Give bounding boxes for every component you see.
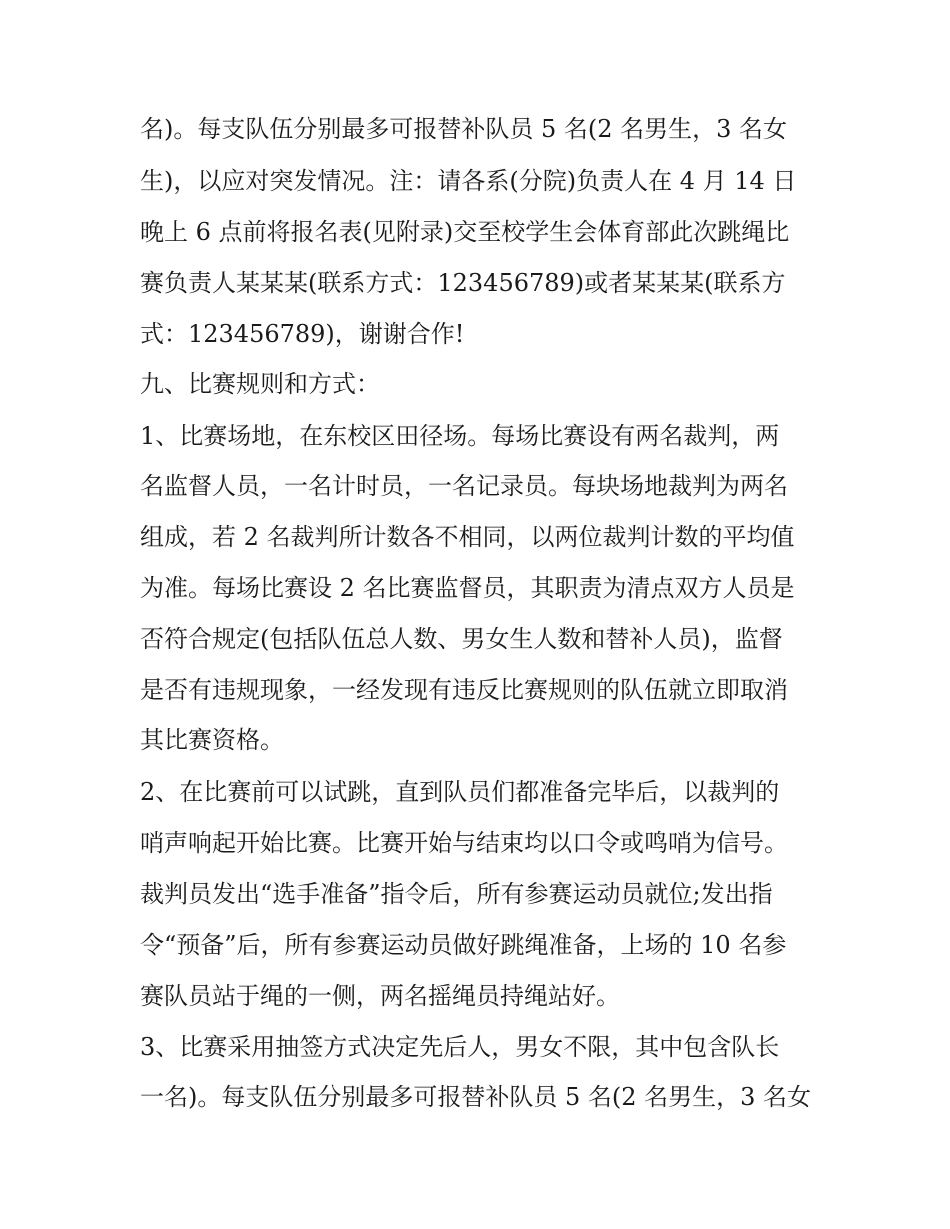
text-line: 否符合规定(包括队伍总人数、男女生人数和替补人员)，监督 — [140, 625, 783, 653]
text-line: 名)。每支队伍分别最多可报替补队员 5 名(2 名男生，3 名女 — [140, 115, 788, 143]
text-line: 3、比赛采用抽签方式决定先后人，男女不限，其中包含队长 — [140, 1033, 780, 1061]
section-heading: 九、比赛规则和方式： — [140, 370, 380, 398]
text-line: 一名)。每支队伍分别最多可报替补队员 5 名(2 名男生，3 名女 — [140, 1083, 812, 1111]
text-line: 式：123456789)，谢谢合作! — [140, 320, 465, 348]
text-line: 令“预备”后，所有参赛运动员做好跳绳准备，上场的 10 名参 — [140, 931, 787, 959]
text-line: 其比赛资格。 — [140, 726, 284, 754]
text-line: 为准。每场比赛设 2 名比赛监督员，其职责为清点双方人员是 — [140, 574, 795, 602]
text-line: 赛队员站于绳的一侧，两名摇绳员持绳站好。 — [140, 982, 620, 1010]
text-line: 组成，若 2 名裁判所计数各不相同，以两位裁判计数的平均值 — [140, 523, 795, 551]
text-line: 1、比赛场地，在东校区田径场。每场比赛设有两名裁判，两 — [140, 422, 780, 450]
text-line: 哨声响起开始比赛。比赛开始与结束均以口令或鸣哨为信号。 — [140, 829, 788, 857]
text-line: 2、在比赛前可以试跳，直到队员们都准备完毕后，以裁判的 — [140, 778, 780, 806]
text-line: 是否有违规现象，一经发现有违反比赛规则的队伍就立即取消 — [140, 676, 788, 704]
text-line: 名监督人员，一名计时员，一名记录员。每块场地裁判为两名 — [140, 472, 788, 500]
text-line: 裁判员发出“选手准备”指令后，所有参赛运动员就位;发出指 — [140, 880, 773, 908]
text-line: 晚上 6 点前将报名表(见附录)交至校学生会体育部此次跳绳比 — [140, 218, 790, 246]
text-line: 生)，以应对突发情况。注：请各系(分院)负责人在 4 月 14 日 — [140, 167, 797, 195]
text-line: 赛负责人某某某(联系方式：123456789)或者某某某(联系方 — [140, 269, 786, 297]
